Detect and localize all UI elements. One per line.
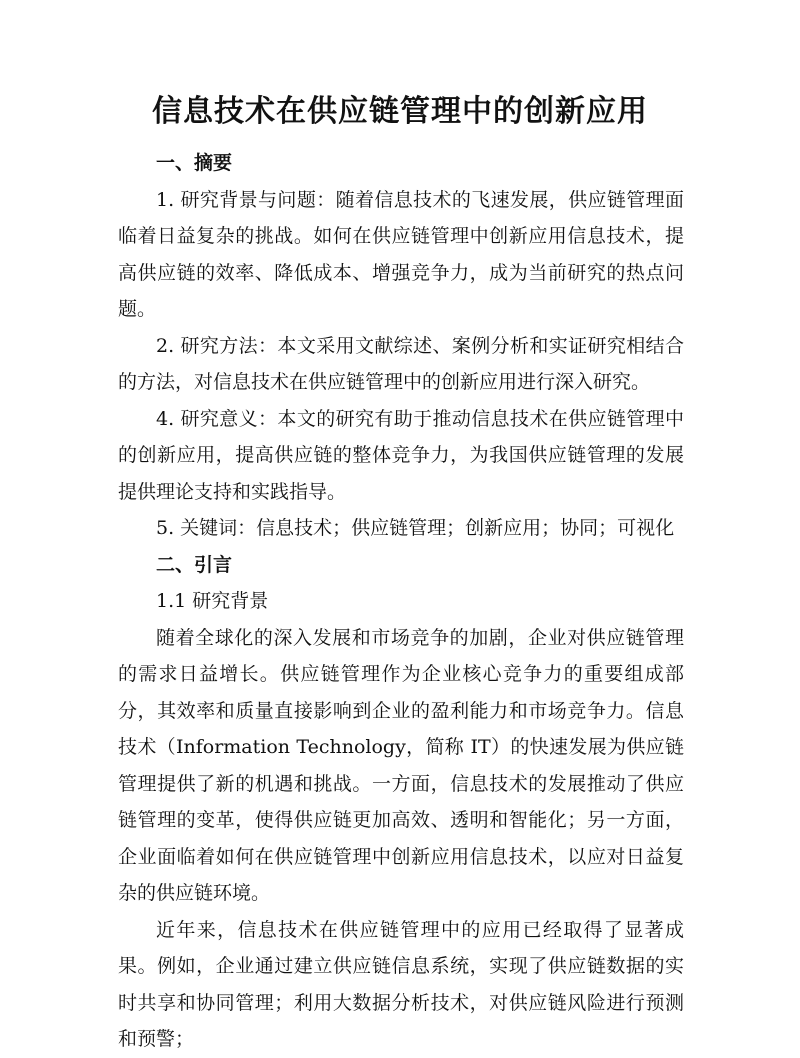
abstract-heading: 一、摘要 [156,152,233,174]
section-subheading: 1.1 研究背景 [156,590,269,612]
abstract-item: 1. 研究背景与问题：随着信息技术的飞速发展，供应链管理面临着日益复杂的挑战。如何在供应链管理中创新应用信息技术，提高供应链的效率、降低成本、增强竞争力，成为当前研究的热点问题。 [118,188,684,320]
abstract-item: 2. 研究方法：本文采用文献综述、案例分析和实证研究相结合的方法，对信息技术在供应链管理中的创新应用进行深入研究。 [118,334,684,393]
document-title: 信息技术在供应链管理中的创新应用 [152,94,648,129]
document-body [118,145,684,1058]
abstract-item: 4. 研究意义：本文的研究有助于推动信息技术在供应链管理中的创新应用，提高供应链的整体竞争力，为我国供应链管理的发展提供理论支持和实践指导。 [118,407,684,503]
abstract-item: 5. 关键词：信息技术；供应链管理；创新应用；协同；可视化 [156,517,675,539]
introduction-heading: 二、引言 [156,553,233,576]
body-paragraph: 随着全球化的深入发展和市场竞争的加剧，企业对供应链管理的需求日益增长。供应链管理作为企业核心竞争力的重要组成部分，其效率和质量直接影响到企业的盈利能力和市场竞争力。信息技术（Information Technology，简称 IT）的快速发展为供应链管理提供了新的机遇和挑战。一方面，信息技术的发展推动了供应链管理的变革，使得供应链更加高效、透明和智能化；另一方面，企业面临着如何在供应链管理中创新应用信息技术，以应对日益复杂的供应链环境。 [118,626,684,904]
body-paragraph: 近年来，信息技术在供应链管理中的应用已经取得了显著成果。例如，企业通过建立供应链信息系统，实现了供应链数据的实时共享和协同管理；利用大数据分析技术，对供应链风险进行预测和预警； [118,918,684,1050]
